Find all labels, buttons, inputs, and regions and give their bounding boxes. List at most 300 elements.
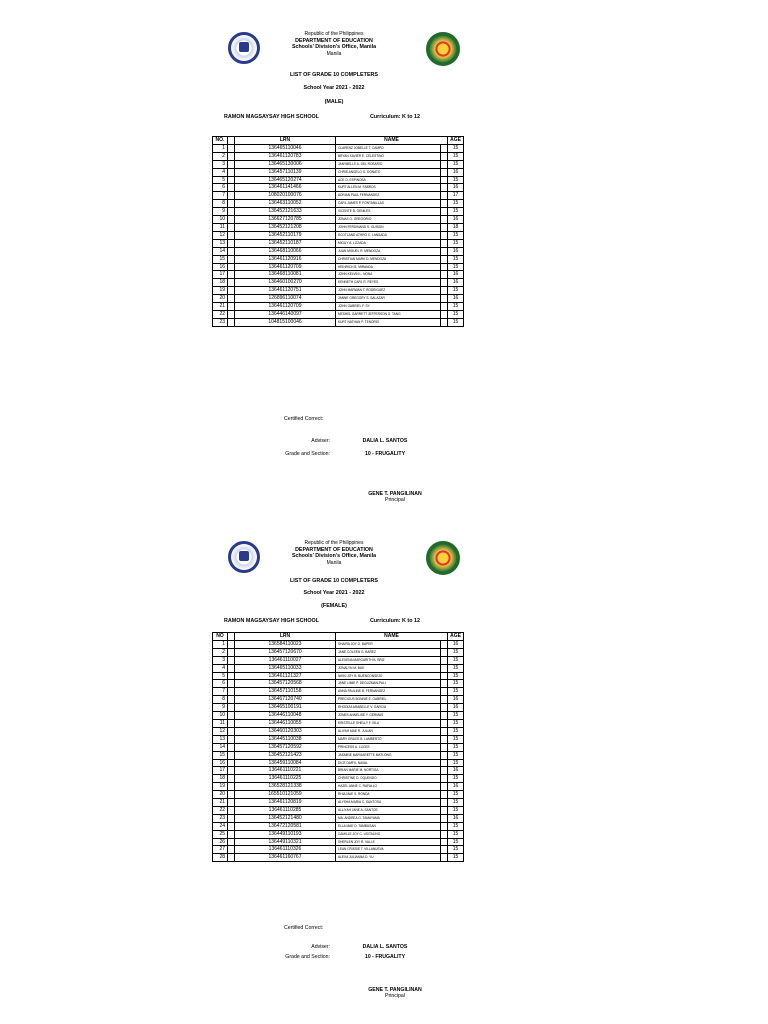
row-name-spacer <box>441 854 448 862</box>
row-name: KENNETH CARL R. REYES <box>336 279 441 287</box>
row-number: 19 <box>213 287 228 295</box>
row-number: 2 <box>213 152 228 160</box>
col-age: AGE <box>448 137 464 145</box>
row-age: 15 <box>448 160 464 168</box>
row-gap <box>228 822 235 830</box>
adviser-name: DALIA L. SANTOS <box>362 438 408 444</box>
row-number: 22 <box>213 806 228 814</box>
row-age: 16 <box>448 216 464 224</box>
row-name: CARL JAMES P. FONTANILLAS <box>336 200 441 208</box>
row-gap <box>228 239 235 247</box>
row-lrn: 126896110074 <box>235 295 336 303</box>
row-gap <box>228 846 235 854</box>
row-gap <box>228 176 235 184</box>
row-lrn: 136457120568 <box>235 680 336 688</box>
table-row <box>213 223 464 231</box>
department-line: DEPARTMENT OF EDUCATION <box>295 37 373 44</box>
row-gap <box>228 704 235 712</box>
row-age: 15 <box>448 712 464 720</box>
section-label: Grade and Section: <box>285 954 330 960</box>
table-row <box>213 287 464 295</box>
table-row <box>213 247 464 255</box>
row-name: JONES ANNELISE Y. GERMAS <box>336 712 441 720</box>
row-lrn: 136468110066 <box>235 247 336 255</box>
row-name: LEAN CRISSIE T. VILLANUEVA <box>336 846 441 854</box>
row-gap <box>228 814 235 822</box>
letterhead <box>234 540 434 566</box>
table-header-row <box>213 137 464 145</box>
row-name: DICE DARYL NAVAL <box>336 759 441 767</box>
row-name: MESHEL GARRETT JEFFERSON G. TANG <box>336 310 441 318</box>
table-row <box>213 271 464 279</box>
row-name-spacer <box>441 783 448 791</box>
row-gap <box>228 279 235 287</box>
row-lrn: 136461121327 <box>235 672 336 680</box>
row-name-spacer <box>441 223 448 231</box>
row-age: 15 <box>448 719 464 727</box>
row-name-spacer <box>441 759 448 767</box>
row-age: 15 <box>448 672 464 680</box>
row-gap <box>228 727 235 735</box>
row-name: JOHN FERDINAND S. GUISON <box>336 223 441 231</box>
row-age: 15 <box>448 176 464 184</box>
row-name-spacer <box>441 830 448 838</box>
list-title: LIST OF GRADE 10 COMPLETERS <box>289 72 379 78</box>
table-row <box>213 799 464 807</box>
row-number: 21 <box>213 303 228 311</box>
row-lrn: 136446110055 <box>235 719 336 727</box>
row-age: 15 <box>448 791 464 799</box>
row-name: MA. ANDREA G. TAMAYAMA <box>336 814 441 822</box>
row-name-spacer <box>441 751 448 759</box>
row-name: NIKKI JOY B. BUENCONSEJO <box>336 672 441 680</box>
table-row <box>213 208 464 216</box>
row-number: 17 <box>213 271 228 279</box>
table-row <box>213 712 464 720</box>
table-row <box>213 791 464 799</box>
row-name: BRYAN XAVIER E. CELESTINO <box>336 152 441 160</box>
row-name-spacer <box>441 279 448 287</box>
row-name-spacer <box>441 239 448 247</box>
row-age: 16 <box>448 783 464 791</box>
row-gap <box>228 791 235 799</box>
table-row <box>213 664 464 672</box>
row-gap <box>228 231 235 239</box>
row-gap <box>228 318 235 326</box>
row-age: 15 <box>448 854 464 862</box>
row-name: ALLIYAH JANE A. SANTOS <box>336 806 441 814</box>
row-age: 15 <box>448 287 464 295</box>
table-row <box>213 672 464 680</box>
col-name: NAME <box>336 137 448 145</box>
row-lrn: 136461110221 <box>235 767 336 775</box>
row-name-spacer <box>441 712 448 720</box>
row-age: 15 <box>448 648 464 656</box>
row-name: JANE LIMIE P. DEGUZMAN-PALI <box>336 680 441 688</box>
row-number: 8 <box>213 696 228 704</box>
table-row <box>213 295 464 303</box>
row-name-spacer <box>441 688 448 696</box>
row-name-spacer <box>441 144 448 152</box>
principal-title: Principal <box>385 497 405 503</box>
row-lrn: 136449110193 <box>235 830 336 838</box>
table-row <box>213 263 464 271</box>
row-gap <box>228 192 235 200</box>
row-age: 15 <box>448 735 464 743</box>
row-gap <box>228 656 235 664</box>
row-lrn: 136461110326 <box>235 846 336 854</box>
row-name-spacer <box>441 216 448 224</box>
row-age: 15 <box>448 263 464 271</box>
row-number: 10 <box>213 712 228 720</box>
row-number: 7 <box>213 688 228 696</box>
row-name-spacer <box>441 814 448 822</box>
principal-title: Principal <box>385 993 405 999</box>
female-completers-table <box>212 632 464 862</box>
row-name-spacer <box>441 263 448 271</box>
row-number: 24 <box>213 822 228 830</box>
adviser-label: Adviser: <box>311 944 330 950</box>
row-age: 16 <box>448 279 464 287</box>
row-number: 14 <box>213 743 228 751</box>
row-age: 15 <box>448 727 464 735</box>
row-name-spacer <box>441 271 448 279</box>
row-name: MARY GRACE B. LAMBERTO <box>336 735 441 743</box>
row-name: RHIA MAE S. RONDA <box>336 791 441 799</box>
table-row <box>213 144 464 152</box>
row-age: 15 <box>448 664 464 672</box>
row-age: 15 <box>448 759 464 767</box>
row-lrn: 136449110321 <box>235 838 336 846</box>
row-number: 28 <box>213 854 228 862</box>
table-row <box>213 152 464 160</box>
row-lrn: 136472120581 <box>235 822 336 830</box>
row-name: HAZEL ANNE C. RAFALLO <box>336 783 441 791</box>
row-name: JOHN MARWAN T. RODRIGUEZ <box>336 287 441 295</box>
row-gap <box>228 295 235 303</box>
row-name: ALYSHA MARIA C. SANTOSA <box>336 799 441 807</box>
row-gap <box>228 223 235 231</box>
row-name: PRINCESS A. LUCES <box>336 743 441 751</box>
row-lrn: 136461110285 <box>235 806 336 814</box>
row-number: 13 <box>213 735 228 743</box>
row-name-spacer <box>441 648 448 656</box>
row-name: SHAIRA JOY G. BAPER <box>336 640 441 648</box>
row-gap <box>228 303 235 311</box>
table-row <box>213 168 464 176</box>
table-row <box>213 318 464 326</box>
row-age: 16 <box>448 767 464 775</box>
row-name-spacer <box>441 680 448 688</box>
row-gap <box>228 696 235 704</box>
row-gap <box>228 688 235 696</box>
row-name-spacer <box>441 184 448 192</box>
row-lrn: 136528121338 <box>235 783 336 791</box>
row-gap <box>228 743 235 751</box>
row-name-spacer <box>441 303 448 311</box>
row-age: 15 <box>448 239 464 247</box>
row-name: CLARENZ JOBELLE T. CAMPO <box>336 144 441 152</box>
row-lrn: 136627120785 <box>235 216 336 224</box>
row-age: 15 <box>448 822 464 830</box>
row-age: 16 <box>448 247 464 255</box>
table-row <box>213 727 464 735</box>
row-age: 15 <box>448 310 464 318</box>
row-lrn: 136461120819 <box>235 799 336 807</box>
row-name-spacer <box>441 231 448 239</box>
row-gap <box>228 271 235 279</box>
row-gap <box>228 144 235 152</box>
table-row <box>213 239 464 247</box>
row-lrn: 136459110084 <box>235 759 336 767</box>
row-lrn: 136461120709 <box>235 303 336 311</box>
row-name: CHRISTIAN MARK D. MENDOZA <box>336 255 441 263</box>
row-lrn: 136446140097 <box>235 310 336 318</box>
row-gap <box>228 672 235 680</box>
table-row <box>213 696 464 704</box>
row-age: 16 <box>448 295 464 303</box>
row-gap <box>228 664 235 672</box>
row-name: JANNE GREGORY S. SALAZAR <box>336 295 441 303</box>
row-name: CAMILLE JOY C. USITALINO <box>336 830 441 838</box>
row-number: 23 <box>213 814 228 822</box>
col-no: NO <box>213 633 228 641</box>
row-name: CHRISTINE D. OQUENDO <box>336 775 441 783</box>
table-row <box>213 640 464 648</box>
row-name-spacer <box>441 295 448 303</box>
table-row <box>213 719 464 727</box>
row-age: 15 <box>448 830 464 838</box>
school-name: RAMON MAGSAYSAY HIGH SCHOOL <box>224 114 320 120</box>
row-gap <box>228 830 235 838</box>
row-gap <box>228 751 235 759</box>
row-number: 6 <box>213 184 228 192</box>
female-table-body <box>213 640 464 861</box>
row-name-spacer <box>441 247 448 255</box>
table-row <box>213 184 464 192</box>
table-row <box>213 192 464 200</box>
row-name: ANNA PAULINE B. FERNANDEZ <box>336 688 441 696</box>
row-gap <box>228 200 235 208</box>
certified-correct: Certified Correct: <box>284 925 324 931</box>
row-name: ALEXA JULIANNA D. YU <box>336 854 441 862</box>
row-name-spacer <box>441 192 448 200</box>
row-name: VICENTE B. GENILES <box>336 208 441 216</box>
table-row <box>213 255 464 263</box>
col-age: AGE <box>448 633 464 641</box>
row-name-spacer <box>441 168 448 176</box>
section-value: 10 - FRUGALITY <box>364 451 406 457</box>
table-row <box>213 759 464 767</box>
row-age: 15 <box>448 799 464 807</box>
row-number: 13 <box>213 239 228 247</box>
row-gap <box>228 799 235 807</box>
row-name-spacer <box>441 846 448 854</box>
row-gap <box>228 168 235 176</box>
row-gap <box>228 160 235 168</box>
row-age: 16 <box>448 168 464 176</box>
school-year: School Year 2021 - 2022 <box>303 85 365 91</box>
row-name: JOHN KELVIN L. NONA <box>336 271 441 279</box>
row-name-spacer <box>441 160 448 168</box>
table-row <box>213 176 464 184</box>
row-lrn: 136465100191 <box>235 704 336 712</box>
row-lrn: 136446110048 <box>235 712 336 720</box>
row-age: 15 <box>448 255 464 263</box>
table-row <box>213 656 464 664</box>
row-number: 5 <box>213 672 228 680</box>
row-age: 17 <box>448 192 464 200</box>
row-number: 7 <box>213 192 228 200</box>
adviser-name: DALIA L. SANTOS <box>362 944 408 950</box>
row-name: KURT NATHAN P. TENORIO <box>336 318 441 326</box>
row-lrn: 136465130006 <box>235 160 336 168</box>
row-name: BRIAN MARIE M. NORTIGA <box>336 767 441 775</box>
row-number: 23 <box>213 318 228 326</box>
row-lrn: 136457120592 <box>235 743 336 751</box>
table-row <box>213 743 464 751</box>
row-lrn: 136461120916 <box>235 255 336 263</box>
row-gap <box>228 263 235 271</box>
row-age: 16 <box>448 704 464 712</box>
row-name-spacer <box>441 767 448 775</box>
letterhead <box>234 31 434 57</box>
row-name-spacer <box>441 208 448 216</box>
row-name: ALIYAH MAE R. JULIAN <box>336 727 441 735</box>
row-number: 2 <box>213 648 228 656</box>
row-number: 27 <box>213 846 228 854</box>
row-name-spacer <box>441 822 448 830</box>
col-lrn: LRN <box>235 137 336 145</box>
row-name-spacer <box>441 838 448 846</box>
row-name-spacer <box>441 640 448 648</box>
principal-name: GENE T. PANGILINAN <box>368 987 422 993</box>
row-lrn: 136445110038 <box>235 735 336 743</box>
row-name-spacer <box>441 672 448 680</box>
row-name-spacer <box>441 727 448 735</box>
row-gap <box>228 184 235 192</box>
table-row <box>213 838 464 846</box>
republic-line: Republic of the Philippines <box>304 540 364 546</box>
col-gap <box>228 633 235 641</box>
row-name-spacer <box>441 200 448 208</box>
table-row <box>213 680 464 688</box>
table-row <box>213 751 464 759</box>
row-name: KURT ALLEN M. FABROS <box>336 184 441 192</box>
row-name: KRISTELLE SHELLY F. ISLA <box>336 719 441 727</box>
row-gap <box>228 640 235 648</box>
row-gap <box>228 310 235 318</box>
table-row <box>213 735 464 743</box>
row-age: 16 <box>448 696 464 704</box>
row-age: 15 <box>448 680 464 688</box>
row-number: 5 <box>213 176 228 184</box>
row-number: 10 <box>213 216 228 224</box>
row-name-spacer <box>441 735 448 743</box>
row-lrn: 136452110187 <box>235 239 336 247</box>
row-name: JONAS G. GREGORIO <box>336 216 441 224</box>
row-lrn: 136457110139 <box>235 168 336 176</box>
row-lrn: 136461120751 <box>235 287 336 295</box>
curriculum: Curriculum: K to 12 <box>370 114 421 120</box>
row-gap <box>228 208 235 216</box>
row-lrn: 136461110225 <box>235 775 336 783</box>
row-gap <box>228 719 235 727</box>
row-lrn: 136452121480 <box>235 814 336 822</box>
row-number: 11 <box>213 223 228 231</box>
row-age: 16 <box>448 184 464 192</box>
row-lrn: 136452110179 <box>235 231 336 239</box>
row-number: 19 <box>213 783 228 791</box>
row-name-spacer <box>441 664 448 672</box>
row-age: 15 <box>448 144 464 152</box>
table-row <box>213 783 464 791</box>
row-gap <box>228 680 235 688</box>
row-age: 15 <box>448 200 464 208</box>
row-number: 12 <box>213 727 228 735</box>
table-row <box>213 160 464 168</box>
certified-correct: Certified Correct: <box>284 416 324 422</box>
row-name: ELLA MAE D. TAMBUSAN <box>336 822 441 830</box>
row-lrn: 136457110158 <box>235 688 336 696</box>
row-lrn: 165510121059 <box>235 791 336 799</box>
row-number: 12 <box>213 231 228 239</box>
table-row <box>213 310 464 318</box>
adviser-label: Adviser: <box>311 438 330 444</box>
row-gap <box>228 854 235 862</box>
row-number: 11 <box>213 719 228 727</box>
row-gap <box>228 806 235 814</box>
row-name: SHERLEN JOY R. VALLE <box>336 838 441 846</box>
table-row <box>213 806 464 814</box>
row-number: 3 <box>213 160 228 168</box>
row-name: PRECIOUS BONNIE E. GABRIEL <box>336 696 441 704</box>
row-number: 20 <box>213 295 228 303</box>
col-no: NO. <box>213 137 228 145</box>
row-lrn: 136461120709 <box>235 263 336 271</box>
table-header-row <box>213 633 464 641</box>
row-number: 1 <box>213 144 228 152</box>
row-age: 16 <box>448 271 464 279</box>
row-age: 15 <box>448 656 464 664</box>
school-year: School Year 2021 - 2022 <box>303 590 365 596</box>
row-lrn: 136465110046 <box>235 144 336 152</box>
table-row <box>213 216 464 224</box>
row-number: 18 <box>213 775 228 783</box>
table-row <box>213 767 464 775</box>
row-gap <box>228 759 235 767</box>
city-line: Manila <box>326 559 342 566</box>
row-name: HEINRICH B. MIRANDA <box>336 263 441 271</box>
row-number: 9 <box>213 704 228 712</box>
row-gap <box>228 775 235 783</box>
row-name: ALEXENA MARGARITH B. BRIZ <box>336 656 441 664</box>
row-number: 15 <box>213 751 228 759</box>
row-name-spacer <box>441 719 448 727</box>
row-name: JOHN GABRIEL F. SY <box>336 303 441 311</box>
row-name: CHRIS ANGELO G. DONATO <box>336 168 441 176</box>
row-name-spacer <box>441 696 448 704</box>
row-name-spacer <box>441 318 448 326</box>
row-name-spacer <box>441 152 448 160</box>
row-lrn: 108020100076 <box>235 192 336 200</box>
row-age: 15 <box>448 775 464 783</box>
row-name-spacer <box>441 704 448 712</box>
principal-name: GENE T. PANGILINAN <box>368 491 422 497</box>
row-number: 26 <box>213 838 228 846</box>
row-name-spacer <box>441 287 448 295</box>
row-gap <box>228 287 235 295</box>
